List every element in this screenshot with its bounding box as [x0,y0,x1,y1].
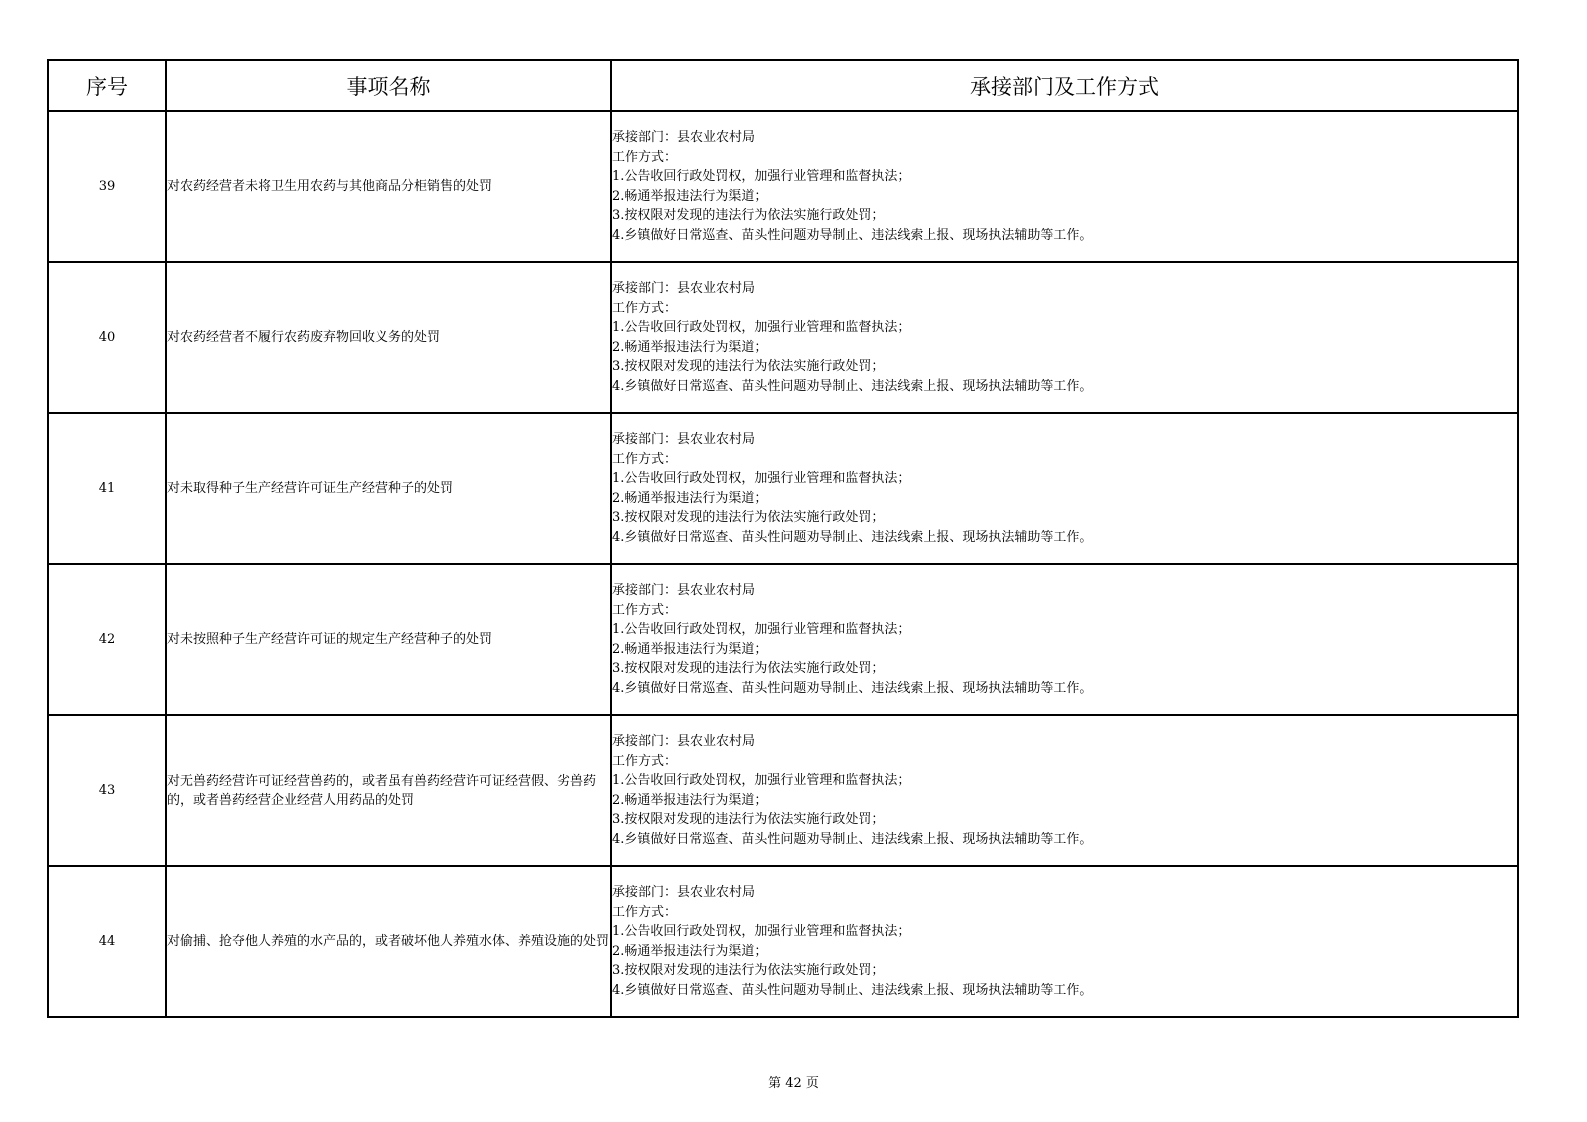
table-row [48,262,1518,413]
row-item-name: 对农药经营者不履行农药废弃物回收义务的处罚 [166,262,611,413]
method-line: 2.畅通举报违法行为渠道； [612,339,768,355]
method-line: 承接部门：县农业农村局 [612,583,756,598]
method-line: 工作方式： [612,451,678,467]
method-line: 3.按权限对发现的违法行为依法实施行政处罚； [612,812,885,827]
row-seq: 42 [48,564,166,715]
row-seq: 43 [48,715,166,866]
row-item-name: 对偷捕、抢夺他人养殖的水产品的，或者破坏他人养殖水体、养殖设施的处罚 [166,866,611,1017]
method-line: 3.按权限对发现的违法行为依法实施行政处罚； [612,661,885,676]
row-seq: 41 [48,413,166,564]
method-line: 2.畅通举报违法行为渠道； [612,792,768,808]
method-line: 4.乡镇做好日常巡查、苗头性问题劝导制止、违法线索上报、现场执法辅助等工作。 [612,529,1093,545]
row-item-name: 对未取得种子生产经营许可证生产经营种子的处罚 [166,413,611,564]
row-item-name: 对农药经营者未将卫生用农药与其他商品分柜销售的处罚 [166,111,611,262]
row-dept-method [611,564,1518,715]
method-line: 工作方式： [612,904,678,920]
row-seq: 39 [48,111,166,262]
page-number: 第 42 页 [768,1076,819,1091]
method-line: 4.乡镇做好日常巡查、苗头性问题劝导制止、违法线索上报、现场执法辅助等工作。 [612,378,1093,394]
header-row [48,60,1518,111]
row-seq: 40 [48,262,166,413]
method-line: 4.乡镇做好日常巡查、苗头性问题劝导制止、违法线索上报、现场执法辅助等工作。 [612,227,1093,243]
table-row [48,413,1518,564]
method-line: 承接部门：县农业农村局 [612,281,756,296]
method-line: 3.按权限对发现的违法行为依法实施行政处罚； [612,359,885,374]
row-dept-method [611,111,1518,262]
header-dept-method: 承接部门及工作方式 [611,60,1518,111]
method-line: 1.公告收回行政处罚权，加强行业管理和监督执法； [612,320,911,335]
header-item-name: 事项名称 [166,60,611,111]
method-line: 工作方式： [612,602,678,618]
row-dept-method [611,413,1518,564]
method-line: 工作方式： [612,753,678,769]
method-line: 4.乡镇做好日常巡查、苗头性问题劝导制止、违法线索上报、现场执法辅助等工作。 [612,831,1093,847]
method-line: 1.公告收回行政处罚权，加强行业管理和监督执法； [612,773,911,788]
row-item-name: 对无兽药经营许可证经营兽药的，或者虽有兽药经营许可证经营假、劣兽药的，或者兽药经营企业经营人用药品的处罚 [166,715,611,866]
method-line: 3.按权限对发现的违法行为依法实施行政处罚； [612,208,885,223]
header-seq: 序号 [48,60,166,111]
method-line: 1.公告收回行政处罚权，加强行业管理和监督执法； [612,169,911,184]
row-dept-method [611,262,1518,413]
method-line: 承接部门：县农业农村局 [612,734,756,749]
table-row [48,866,1518,1017]
table-row [48,564,1518,715]
row-item-name: 对未按照种子生产经营许可证的规定生产经营种子的处罚 [166,564,611,715]
row-dept-method [611,866,1518,1017]
method-line: 承接部门：县农业农村局 [612,432,756,447]
method-line: 工作方式： [612,300,678,316]
table-row [48,111,1518,262]
method-line: 2.畅通举报违法行为渠道； [612,943,768,959]
method-line: 工作方式： [612,149,678,165]
method-line: 2.畅通举报违法行为渠道； [612,641,768,657]
method-line: 3.按权限对发现的违法行为依法实施行政处罚； [612,963,885,978]
method-line: 1.公告收回行政处罚权，加强行业管理和监督执法； [612,471,911,486]
row-dept-method [611,715,1518,866]
method-line: 承接部门：县农业农村局 [612,130,756,145]
matters-table [47,59,1519,1018]
table-row [48,715,1518,866]
row-seq: 44 [48,866,166,1017]
method-line: 4.乡镇做好日常巡查、苗头性问题劝导制止、违法线索上报、现场执法辅助等工作。 [612,982,1093,998]
method-line: 4.乡镇做好日常巡查、苗头性问题劝导制止、违法线索上报、现场执法辅助等工作。 [612,680,1093,696]
method-line: 2.畅通举报违法行为渠道； [612,490,768,506]
method-line: 2.畅通举报违法行为渠道； [612,188,768,204]
method-line: 3.按权限对发现的违法行为依法实施行政处罚； [612,510,885,525]
method-line: 承接部门：县农业农村局 [612,885,756,900]
method-line: 1.公告收回行政处罚权，加强行业管理和监督执法； [612,924,911,939]
method-line: 1.公告收回行政处罚权，加强行业管理和监督执法； [612,622,911,637]
